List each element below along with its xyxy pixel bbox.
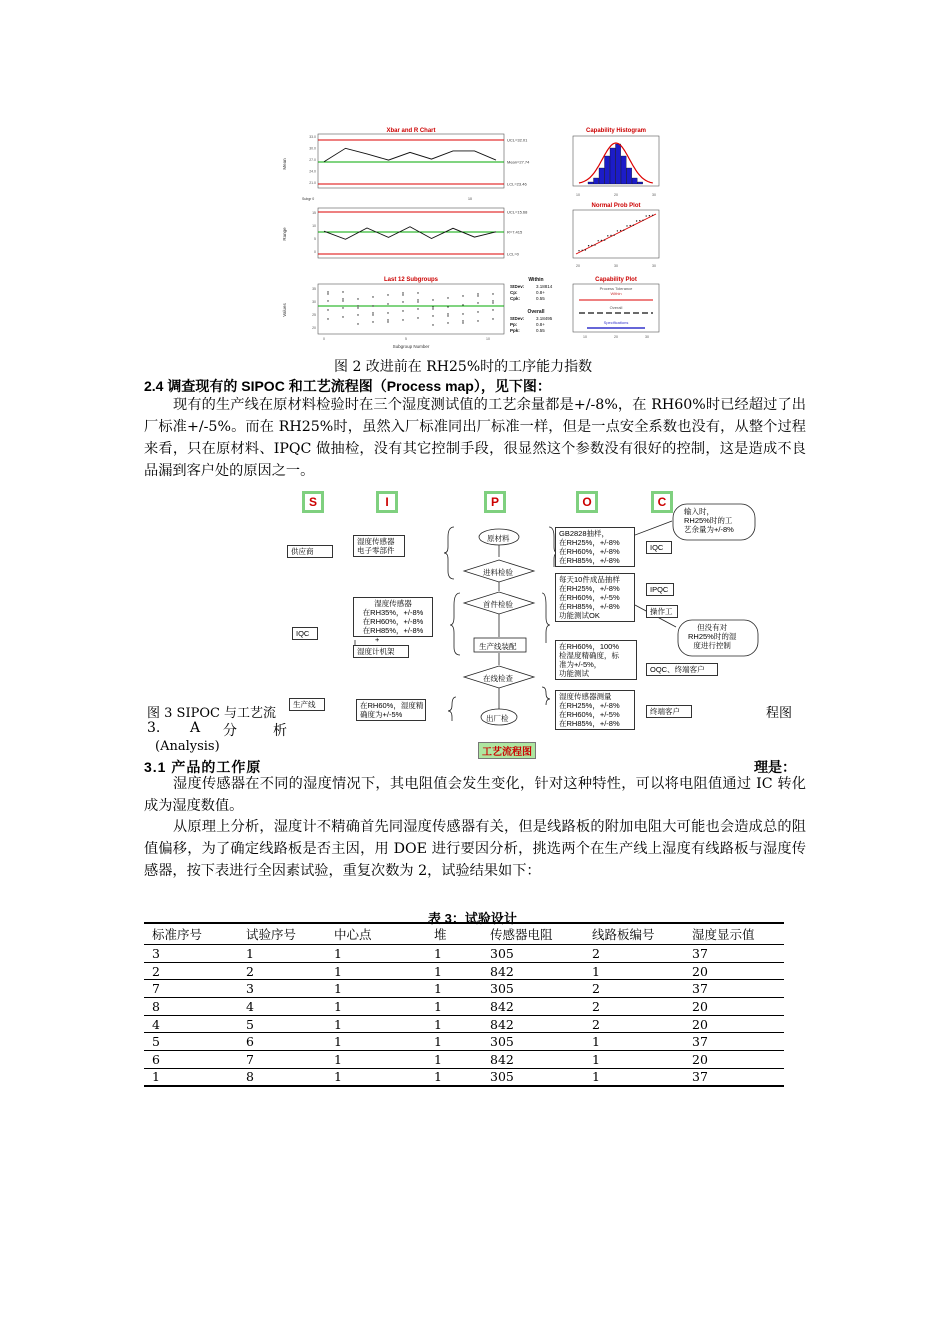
sipoc-letter-o: O bbox=[576, 491, 598, 513]
col-center-point: 中心点 bbox=[326, 923, 426, 945]
col-sensor-resistance: 传感器电阻 bbox=[482, 923, 584, 945]
capplot-within: Within bbox=[610, 291, 622, 296]
last12-point bbox=[327, 291, 328, 292]
normprob-title: Normal Prob Plot bbox=[591, 203, 641, 209]
last12-point bbox=[402, 301, 403, 302]
capplot-specifications: Specifications bbox=[603, 320, 629, 325]
last12-point bbox=[492, 302, 493, 303]
input-rh60-accuracy: 在RH60%，湿度精 确度为+/-5% bbox=[356, 699, 426, 721]
last12-point bbox=[342, 316, 343, 317]
normprob-point bbox=[610, 235, 611, 236]
section-2-4-heading: 2.4 调查现有的 SIPOC 和工艺流程图（Process map），见下图： bbox=[144, 378, 551, 394]
table-cell: 5 bbox=[144, 1033, 238, 1051]
last12-point bbox=[432, 315, 433, 316]
table-cell: 6 bbox=[238, 1033, 326, 1051]
xbar-panel bbox=[318, 134, 504, 188]
figure-2-caption: 图 2 改进前在 RH25%时的工序能力指数 bbox=[334, 359, 593, 375]
histogram-xtick: 20 bbox=[614, 193, 618, 197]
last12-xtick: 10 bbox=[486, 337, 490, 341]
table-cell: 305 bbox=[482, 980, 584, 998]
last12-point bbox=[357, 323, 358, 324]
table-cell: 1 bbox=[426, 962, 482, 980]
normprob-point bbox=[604, 239, 605, 240]
within-stdev: 3.18814 bbox=[536, 284, 553, 289]
table-cell: 1 bbox=[426, 1033, 482, 1051]
range-ytick: 5 bbox=[314, 237, 316, 241]
last12-point bbox=[342, 307, 343, 308]
table-cell: 305 bbox=[482, 945, 584, 963]
process-assembly: 生产线装配 bbox=[479, 642, 517, 651]
last12-point bbox=[357, 314, 358, 315]
last12-point bbox=[432, 308, 433, 309]
output-sensor-measure: 湿度传感器测量 在RH25%，+/-8% 在RH60%，+/-5% 在RH85%，+/-8% bbox=[555, 690, 635, 730]
within-cp: 0.8+ bbox=[536, 290, 545, 295]
range-ylabel: Range bbox=[282, 227, 287, 241]
last12-point bbox=[477, 293, 478, 294]
last12-point bbox=[477, 311, 478, 312]
normprob-point bbox=[582, 250, 583, 251]
histogram-bar bbox=[632, 178, 637, 184]
table-cell: 1 bbox=[326, 1051, 426, 1069]
figure-3-caption-left: 图 3 SIPOC 与工艺流 bbox=[147, 706, 277, 721]
output-gb2828: GB2828抽样， 在RH25%，+/-8% 在RH60%，+/-8% 在RH85%，+/-8% bbox=[555, 527, 635, 567]
last12-point bbox=[342, 298, 343, 299]
normprob-point bbox=[652, 215, 653, 216]
last12-point bbox=[327, 318, 328, 319]
section-3-1-heading-right: 理是： bbox=[754, 759, 796, 775]
histogram-bar bbox=[610, 148, 615, 184]
section-3-number: 3. bbox=[147, 720, 161, 736]
normprob-point bbox=[614, 234, 615, 235]
histogram-bar bbox=[594, 178, 599, 184]
table-cell: 1 bbox=[326, 1068, 426, 1086]
table-cell: 5 bbox=[238, 1015, 326, 1033]
section-3-1-paragraph-1: 湿度传感器在不同的湿度情况下，其电阻值会发生变化，针对这种特性，可以将电阻值通过 IC 转化成为湿度数值。 bbox=[144, 776, 806, 814]
last12-point bbox=[327, 293, 328, 294]
last12-point bbox=[462, 313, 463, 314]
last12-point bbox=[417, 299, 418, 300]
last12-point bbox=[402, 310, 403, 311]
sipoc-letter-s: S bbox=[302, 491, 324, 513]
within-cp-label: Cp: bbox=[510, 290, 518, 295]
table-cell: 37 bbox=[684, 980, 784, 998]
process-online-inspection: 在线检查 bbox=[483, 674, 513, 683]
last12-point bbox=[327, 300, 328, 301]
normprob-point bbox=[626, 225, 627, 226]
normprob-point bbox=[633, 225, 634, 226]
last12-xlabel: Subgroup Number bbox=[392, 344, 430, 349]
process-first-inspection: 首件检验 bbox=[483, 600, 513, 609]
last12-point bbox=[477, 302, 478, 303]
normprob-point bbox=[607, 235, 608, 236]
within-stdev-label: StDev: bbox=[510, 284, 525, 289]
histogram-bar bbox=[616, 144, 621, 184]
xbar-ytick: 27.0 bbox=[309, 158, 316, 162]
last12-point bbox=[462, 295, 463, 296]
table-cell: 7 bbox=[238, 1051, 326, 1069]
last12-point bbox=[462, 320, 463, 321]
table-cell: 1 bbox=[584, 1068, 684, 1086]
histogram-title: Capability Histogram bbox=[585, 128, 647, 134]
section-3-letter: A bbox=[190, 720, 201, 736]
table-cell: 4 bbox=[238, 998, 326, 1016]
histogram-bar bbox=[627, 168, 632, 184]
last12-point bbox=[447, 313, 448, 314]
table-cell: 2 bbox=[584, 980, 684, 998]
input-sensor-parts: 湿度传感器 电子零部件 bbox=[353, 535, 405, 557]
table-cell: 842 bbox=[482, 1015, 584, 1033]
table-cell: 3 bbox=[144, 945, 238, 963]
normprob-point bbox=[623, 230, 624, 231]
col-board-number: 线路板编号 bbox=[584, 923, 684, 945]
table-row bbox=[144, 945, 784, 963]
last12-point bbox=[402, 294, 403, 295]
xbar-ytick: 24.0 bbox=[309, 169, 316, 174]
last12-point bbox=[492, 293, 493, 294]
col-humidity-display: 湿度显示值 bbox=[684, 923, 784, 945]
within-title: Within bbox=[528, 277, 544, 283]
table-cell: 1 bbox=[426, 998, 482, 1016]
table-cell: 1 bbox=[326, 1015, 426, 1033]
overall-pp-label: Pp: bbox=[510, 322, 518, 327]
last12-point bbox=[492, 309, 493, 310]
normprob-point bbox=[639, 220, 640, 221]
histogram-xtick: 30 bbox=[652, 193, 656, 197]
xbar-mean-label: Mean=27.74 bbox=[507, 159, 530, 165]
table-cell: 20 bbox=[684, 1015, 784, 1033]
sipoc-letter-i: I bbox=[376, 491, 398, 513]
process-incoming-inspection: 进料检验 bbox=[483, 568, 513, 577]
table-cell: 1 bbox=[326, 1033, 426, 1051]
table-cell: 4 bbox=[144, 1015, 238, 1033]
normprob-point bbox=[601, 240, 602, 241]
production-line-box: 生产线 bbox=[289, 698, 325, 711]
histogram-xtick: 10 bbox=[576, 193, 580, 197]
capplot-tick: 10 bbox=[583, 335, 587, 339]
normprob-point bbox=[594, 244, 595, 245]
process-raw-material: 原材料 bbox=[487, 534, 510, 543]
section-3-1-heading-left: 3.1 产品的工作原 bbox=[144, 759, 262, 775]
last12-point bbox=[477, 320, 478, 321]
last12-ytick: 30 bbox=[312, 300, 316, 304]
last12-ytick: 20 bbox=[312, 326, 316, 330]
normprob-point bbox=[636, 220, 637, 221]
xbar-ytick: 21.0 bbox=[309, 181, 316, 185]
last12-point bbox=[402, 292, 403, 293]
last12-point bbox=[417, 301, 418, 302]
range-panel bbox=[318, 208, 504, 258]
last12-point bbox=[462, 322, 463, 323]
table-cell: 2 bbox=[584, 945, 684, 963]
table-cell: 2 bbox=[584, 998, 684, 1016]
output-rh60-full-check: 在RH60%，100% 检湿度精确度，标 准为+/-5%， 功能测试 bbox=[555, 640, 637, 680]
callout-no-control: 但没有对 RH25%时的湿 度进行控制 bbox=[688, 623, 737, 650]
last12-point bbox=[387, 303, 388, 304]
section-2-4-paragraph: 现有的生产线在原材料检验时在三个湿度测试值的工艺余量都是+/-8%，在 RH60%时已经超过了出厂标准+/-5%。而在 RH25%时，虽然入厂标准同出厂标准一样，但是一点安全系数也没有，从整个过程来看，只在原材料、IPQC 做抽检，没有其它控制手段，很显然这个参数没有很好的控制，这是造成不良品漏到客户处的原因之一。 bbox=[144, 397, 806, 479]
last12-title: Last 12 Subgroups bbox=[383, 277, 439, 283]
last12-ylabel: Values bbox=[282, 303, 287, 317]
input-plus: + bbox=[375, 635, 380, 644]
range-ytick: 15 bbox=[312, 211, 316, 215]
last12-point bbox=[432, 324, 433, 325]
table-cell: 305 bbox=[482, 1068, 584, 1086]
table-row bbox=[144, 1033, 784, 1051]
capplot-process-tolerance: Process Tolerance bbox=[599, 286, 633, 291]
xbar-ytick: 33.0 bbox=[309, 135, 316, 139]
last12-point bbox=[447, 315, 448, 316]
xbar-tick-10: 10 bbox=[468, 197, 472, 201]
table-row bbox=[144, 1015, 784, 1033]
table-cell: 1 bbox=[426, 1051, 482, 1069]
table-cell: 1 bbox=[584, 1033, 684, 1051]
last12-panel bbox=[318, 284, 504, 334]
section-3-word-2: 析 bbox=[273, 723, 287, 739]
normprob-point bbox=[642, 220, 643, 221]
table-cell: 37 bbox=[684, 1033, 784, 1051]
sipoc-letter-c: C bbox=[651, 491, 673, 513]
last12-point bbox=[447, 306, 448, 307]
table-cell: 1 bbox=[238, 945, 326, 963]
figure-3-caption-right: 程图 bbox=[766, 706, 793, 721]
table-cell: 37 bbox=[684, 945, 784, 963]
normprob-point bbox=[591, 245, 592, 246]
normprob-xtick: 30 bbox=[652, 264, 656, 268]
last12-point bbox=[432, 306, 433, 307]
xbar-ucl-label: UCL=32.01 bbox=[507, 137, 528, 143]
last12-point bbox=[357, 307, 358, 308]
table-3-caption: 表 3：试验设计 bbox=[428, 911, 517, 926]
within-cpk-label: Cpk: bbox=[510, 296, 520, 301]
customer-oqc-end: OQC、终端客户 bbox=[646, 663, 718, 676]
table-cell: 8 bbox=[238, 1068, 326, 1086]
range-ytick: 10 bbox=[312, 224, 316, 228]
table-cell: 2 bbox=[584, 1015, 684, 1033]
last12-point bbox=[372, 321, 373, 322]
last12-point bbox=[327, 309, 328, 310]
table-cell: 1 bbox=[326, 945, 426, 963]
table-cell: 20 bbox=[684, 1051, 784, 1069]
process-shipping-inspection: 出厂检 bbox=[486, 714, 509, 723]
last12-point bbox=[447, 297, 448, 298]
overall-pp: 0.8+ bbox=[536, 322, 545, 327]
table-cell: 3 bbox=[238, 980, 326, 998]
last12-point bbox=[417, 308, 418, 309]
histogram-bar bbox=[605, 156, 610, 184]
overall-ppk-label: Ppk: bbox=[510, 328, 520, 333]
table-row bbox=[144, 998, 784, 1016]
overall-title: Overall bbox=[527, 309, 545, 315]
last12-point bbox=[462, 304, 463, 305]
input-sensor-spec: 湿度传感器 在RH35%，+/-8% 在RH60%，+/-8% 在RH85%，+/-8% bbox=[353, 597, 433, 637]
col-block: 堆 bbox=[426, 923, 482, 945]
last12-point bbox=[387, 319, 388, 320]
table-cell: 20 bbox=[684, 998, 784, 1016]
normprob-point bbox=[630, 225, 631, 226]
normprob-point bbox=[585, 249, 586, 250]
last12-point bbox=[477, 295, 478, 296]
normprob-point bbox=[588, 245, 589, 246]
section-3-english: (Analysis) bbox=[155, 739, 220, 754]
last12-xtick: 0 bbox=[323, 337, 325, 341]
last12-point bbox=[372, 312, 373, 313]
last12-point bbox=[492, 318, 493, 319]
table-row bbox=[144, 1068, 784, 1086]
last12-point bbox=[387, 321, 388, 322]
last12-point bbox=[387, 312, 388, 313]
histogram-bar bbox=[621, 156, 626, 184]
histogram-bar bbox=[588, 182, 593, 184]
last12-point bbox=[342, 291, 343, 292]
customer-iqc: IQC bbox=[646, 541, 672, 554]
overall-stdev: 3.18495 bbox=[536, 316, 553, 321]
last12-point bbox=[372, 314, 373, 315]
table-row bbox=[144, 962, 784, 980]
xbar-ytick: 30.0 bbox=[309, 146, 316, 151]
range-lcl-label: LCL=0 bbox=[507, 251, 519, 257]
table-cell: 1 bbox=[326, 998, 426, 1016]
range-ytick: 0 bbox=[314, 250, 316, 254]
last12-ytick: 25 bbox=[312, 313, 316, 317]
col-run-order: 试验序号 bbox=[238, 923, 326, 945]
overall-ppk: 0.55 bbox=[536, 328, 545, 333]
normprob-point bbox=[617, 230, 618, 231]
capplot-tick: 20 bbox=[614, 335, 618, 339]
last12-point bbox=[432, 299, 433, 300]
histogram-bar bbox=[638, 182, 643, 184]
table-cell: 305 bbox=[482, 1033, 584, 1051]
last12-point bbox=[402, 319, 403, 320]
output-daily-sampling: 每天10件成品抽样 在RH25%，+/-8% 在RH60%，+/-5% 在RH85%，+/-8% 功能测试OK bbox=[555, 573, 635, 622]
table-cell: 1 bbox=[426, 1068, 482, 1086]
table-cell: 7 bbox=[144, 980, 238, 998]
capplot-tick: 30 bbox=[645, 335, 649, 339]
overall-stdev-label: StDev: bbox=[510, 316, 525, 321]
range-rbar-label: R=7.415 bbox=[507, 229, 523, 235]
col-std-order: 标准序号 bbox=[144, 923, 238, 945]
normprob-point bbox=[646, 215, 647, 216]
trial-design-table bbox=[144, 922, 784, 1087]
normprob-xtick: 20 bbox=[576, 264, 580, 268]
table-cell: 1 bbox=[584, 1051, 684, 1069]
table-cell: 1 bbox=[326, 962, 426, 980]
within-cpk: 0.55 bbox=[536, 296, 545, 301]
table-cell: 842 bbox=[482, 998, 584, 1016]
table-cell: 1 bbox=[584, 962, 684, 980]
xbar-ylabel: Mean bbox=[282, 158, 287, 170]
iqc-left-box: IQC bbox=[292, 627, 318, 640]
customer-operator: 操作工 bbox=[646, 605, 678, 618]
normprob-point bbox=[598, 240, 599, 241]
last12-point bbox=[372, 296, 373, 297]
supplier-box: 供应商 bbox=[287, 545, 333, 558]
table-row bbox=[144, 1051, 784, 1069]
last12-point bbox=[447, 322, 448, 323]
table-header-row bbox=[144, 923, 784, 945]
last12-point bbox=[417, 292, 418, 293]
table-cell: 1 bbox=[426, 945, 482, 963]
table-cell: 842 bbox=[482, 1051, 584, 1069]
range-ucl-label: UCL=15.68 bbox=[507, 209, 528, 215]
last12-point bbox=[357, 305, 358, 306]
table-cell: 1 bbox=[426, 980, 482, 998]
sipoc-letter-p: P bbox=[484, 491, 506, 513]
figure-2 bbox=[278, 124, 670, 352]
normprob-point bbox=[578, 250, 579, 251]
last12-xtick: 5 bbox=[405, 337, 407, 341]
xbar-title: Xbar and R Chart bbox=[386, 128, 436, 134]
last12-point bbox=[417, 317, 418, 318]
customer-ipqc: IPQC bbox=[646, 583, 674, 596]
figure-2-chart bbox=[278, 124, 670, 352]
last12-point bbox=[357, 298, 358, 299]
capplot-overall: Overall bbox=[609, 305, 623, 310]
customer-end: 终端客户 bbox=[646, 705, 692, 718]
normprob-xtick: 30 bbox=[614, 264, 618, 268]
flow-chart-label: 工艺流程图 bbox=[478, 742, 536, 759]
table-cell: 1 bbox=[144, 1068, 238, 1086]
table-cell: 1 bbox=[426, 1015, 482, 1033]
table-cell: 8 bbox=[144, 998, 238, 1016]
last12-ytick: 35 bbox=[312, 287, 316, 291]
section-3-word-1: 分 bbox=[223, 723, 237, 739]
table-cell: 2 bbox=[144, 962, 238, 980]
last12-point bbox=[492, 300, 493, 301]
last12-point bbox=[342, 300, 343, 301]
section-3-1-paragraph-2: 从原理上分析，湿度计不精确首先同湿度传感器有关，但是线路板的附加电阻大可能也会造成总的阻值偏移，为了确定线路板是否主因，用 DOE 进行要因分析，挑选两个在生产线上湿度有线路板与湿度传感器，按下表进行全因素试验，重复次数为 2，试验结果如下： bbox=[144, 819, 806, 879]
xbar-subgroup-label: Subgr 0 bbox=[302, 197, 315, 201]
table-cell: 37 bbox=[684, 1068, 784, 1086]
table-row bbox=[144, 980, 784, 998]
callout-input-margin: 输入时， RH25%时的工 艺余量为+/-8% bbox=[684, 507, 734, 534]
last12-point bbox=[387, 294, 388, 295]
table-cell: 20 bbox=[684, 962, 784, 980]
input-hygrometer-frame: 湿度计机架 bbox=[353, 645, 409, 658]
table-cell: 2 bbox=[238, 962, 326, 980]
capplot-title: Capability Plot bbox=[595, 277, 637, 283]
figure-3 bbox=[280, 487, 780, 762]
last12-point bbox=[372, 305, 373, 306]
normprob-point bbox=[620, 230, 621, 231]
normprob-point bbox=[649, 215, 650, 216]
table-cell: 842 bbox=[482, 962, 584, 980]
table-cell: 6 bbox=[144, 1051, 238, 1069]
histogram-bar bbox=[599, 168, 604, 184]
table-cell: 1 bbox=[326, 980, 426, 998]
xbar-lcl-label: LCL=23.46 bbox=[507, 181, 527, 187]
